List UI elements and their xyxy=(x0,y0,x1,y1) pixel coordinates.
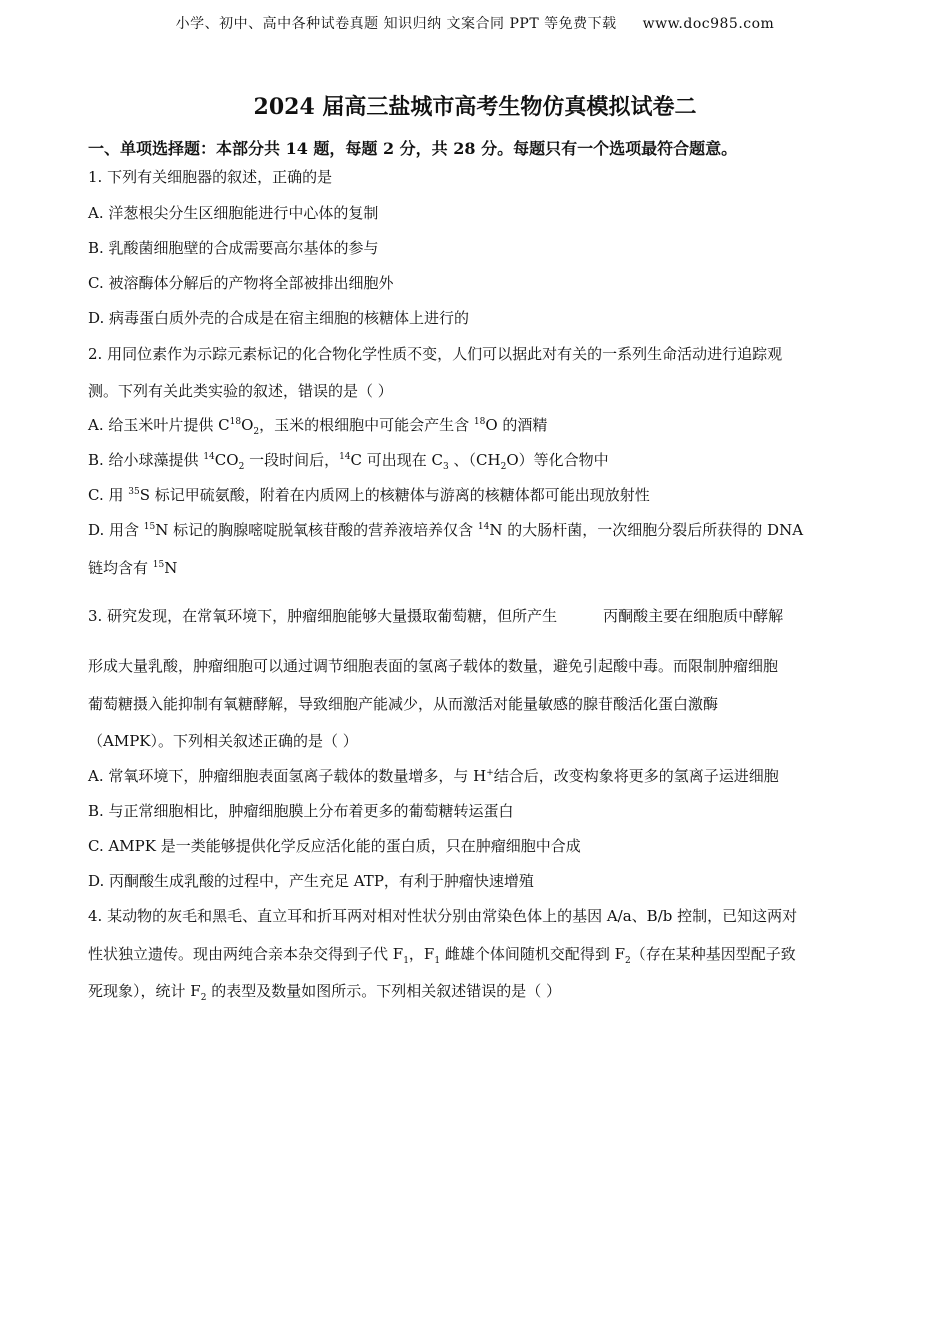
q2-option-d: D. 用含 $^{15}$N 标记的胸腺嘧啶脱氧核苷酸的营养液培养仅含 $^{14}$N 的大肠杆菌，一次细胞分裂后所获得的 DNA xyxy=(88,521,804,539)
header-text: 小学、初中、高中各种试卷真题 知识归纳 文案合同 PPT 等免费下载 xyxy=(175,16,617,32)
q2-stem-line1: 2. 用同位素作为示踪元素标记的化合物化学性质不变，人们可以据此对有关的一系列生命活动进行追踪观 xyxy=(88,345,783,363)
q1-stem: 1. 下列有关细胞器的叙述，正确的是 xyxy=(88,168,333,186)
q3-option-a: A. 常氧环境下，肿瘤细胞表面氢离子载体的数量增多，与 H+结合后，改变构象将更多的氢离子运进细胞 xyxy=(88,767,779,785)
q3-stem-line3: 葡萄糖摄入能抑制有氧糖酵解，导致细胞产能减少，从而激活对能量敏感的腺苷酸活化蛋白激酶 xyxy=(88,695,719,713)
q2-option-a: A. 给玉米叶片提供 $C^{18}O_2$，玉米的根细胞中可能会产生含 $^{18}$O 的酒精 xyxy=(88,416,548,437)
q2-option-c: C. 用 $^{35}$S 标记甲硫氨酸，附着在内质网上的核糖体与游离的核糖体都可能出现放射性 xyxy=(88,486,650,504)
q3-stem-line1: 3. 研究发现，在常氧环境下，肿瘤细胞能够大量摄取葡萄糖，但所产生 丙酮酸主要在细胞质中酵解 xyxy=(88,607,784,625)
q2-option-b: B. 给小球藻提供 $^{14}CO_2$ 一段时间后，$^{14}$C 可出现在 $C_3$ 、$(CH_2O)$等化合物中 xyxy=(88,451,609,472)
q3-option-d: D. 丙酮酸生成乳酸的过程中，产生充足 ATP，有利于肿瘤快速增殖 xyxy=(88,872,534,890)
q1-option-b: B. 乳酸菌细胞壁的合成需要高尔基体的参与 xyxy=(88,239,379,257)
q2-option-d-cont: 链均含有 $^{15}$N xyxy=(88,559,178,577)
q2-stem-line2: 测。下列有关此类实验的叙述，错误的是（ ） xyxy=(88,382,393,400)
q4-stem-line2: 性状独立遗传。现由两纯合亲本杂交得到子代 $F_1$，$F_1$ 雌雄个体间随机交配得到 $F_2$（存在某种基因型配子致 xyxy=(88,945,796,966)
header-site-link[interactable]: www.doc985.com xyxy=(642,16,775,32)
section-heading: 一、单项选择题：本部分共 14 题，每题 2 分，共 28 分。每题只有一个选项最符合题意。 xyxy=(88,139,738,158)
q3-option-c: C. AMPK 是一类能够提供化学反应活化能的蛋白质，只在肿瘤细胞中合成 xyxy=(88,837,581,855)
q3-option-b: B. 与正常细胞相比，肿瘤细胞膜上分布着更多的葡萄糖转运蛋白 xyxy=(88,802,514,820)
q1-option-d: D. 病毒蛋白质外壳的合成是在宿主细胞的核糖体上进行的 xyxy=(88,309,470,327)
q4-stem-line1: 4. 某动物的灰毛和黑毛、直立耳和折耳两对相对性状分别由常染色体上的基因 A/a、B/b 控制，已知这两对 xyxy=(88,907,798,925)
page-header xyxy=(0,13,950,33)
q4-stem-line3: 死现象），统计 $F_2$ 的表型及数量如图所示。下列相关叙述错误的是（ ） xyxy=(88,982,561,1003)
q1-option-a: A. 洋葱根尖分生区细胞能进行中心体的复制 xyxy=(88,204,379,222)
q3-stem-line4: （AMPK）。下列相关叙述正确的是（ ） xyxy=(88,732,358,750)
q3-stem-line2: 形成大量乳酸，肿瘤细胞可以通过调节细胞表面的氢离子载体的数量，避免引起酸中毒。而限制肿瘤细胞 xyxy=(88,657,779,675)
q1-option-c: C. 被溶酶体分解后的产物将全部被排出细胞外 xyxy=(88,274,394,292)
exam-title: 2024 届高三盐城市高考生物仿真模拟试卷二 xyxy=(253,94,697,120)
